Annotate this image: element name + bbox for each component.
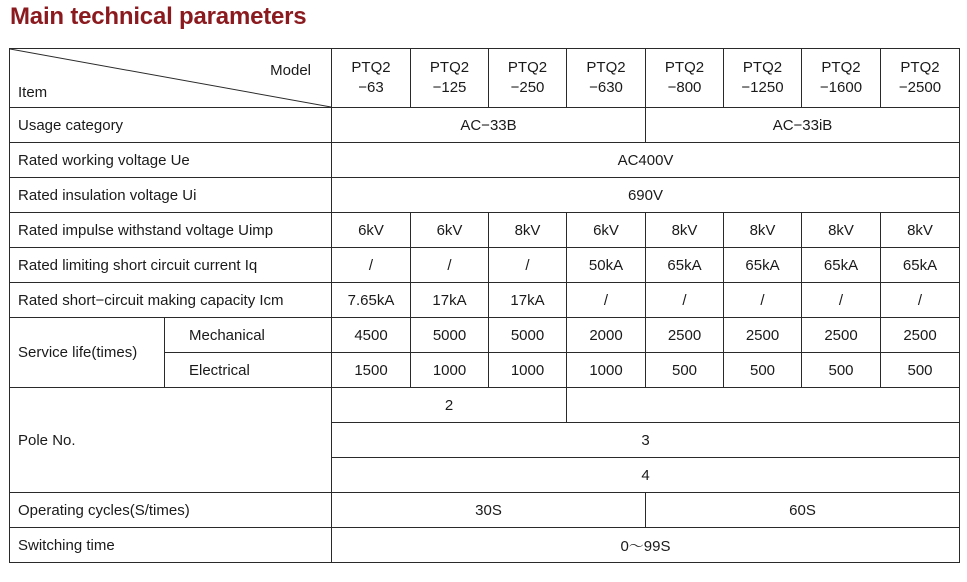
mechanical-label: Mechanical <box>165 318 332 353</box>
table-cell: / <box>489 248 567 283</box>
row-label: Rated insulation voltage Ui <box>10 178 332 213</box>
table-cell: 1000 <box>411 353 489 388</box>
switching-time-value: 0～99S <box>332 528 960 563</box>
table-cell: 500 <box>802 353 881 388</box>
table-cell: 2500 <box>724 318 802 353</box>
service-life-label: Service life(times) <box>10 318 165 388</box>
table-cell: 1000 <box>489 353 567 388</box>
table-cell: / <box>411 248 489 283</box>
table-cell: 500 <box>724 353 802 388</box>
table-cell: 1500 <box>332 353 411 388</box>
table-cell: 65kA <box>724 248 802 283</box>
table-cell: 65kA <box>646 248 724 283</box>
pole-option-empty <box>567 388 960 423</box>
model-header-800: PTQ2 −800 <box>646 49 724 108</box>
insulation-voltage-value: 690V <box>332 178 960 213</box>
operating-cycles-row <box>10 493 960 528</box>
table-cell: 2500 <box>881 318 960 353</box>
table-cell: 2500 <box>802 318 881 353</box>
working-voltage-value: AC400V <box>332 143 960 178</box>
table-cell: 5000 <box>489 318 567 353</box>
table-cell: 8kV <box>802 213 881 248</box>
table-cell: 17kA <box>411 283 489 318</box>
pole-no-row-1 <box>10 388 960 423</box>
technical-parameters-table <box>9 48 960 563</box>
table-cell: / <box>802 283 881 318</box>
table-cell: 2000 <box>567 318 646 353</box>
table-cell: 500 <box>881 353 960 388</box>
table-cell: / <box>646 283 724 318</box>
switching-time-row <box>10 528 960 563</box>
table-cell: 7.65kA <box>332 283 411 318</box>
model-header-630: PTQ2 −630 <box>567 49 646 108</box>
table-cell: 5000 <box>411 318 489 353</box>
usage-category-group2: AC−33iB <box>646 108 960 143</box>
model-header-250: PTQ2 −250 <box>489 49 567 108</box>
row-label: Rated working voltage Ue <box>10 143 332 178</box>
row-label: Rated short−circuit making capacity Icm <box>10 283 332 318</box>
row-label: Rated limiting short circuit current Iq <box>10 248 332 283</box>
table-cell: / <box>881 283 960 318</box>
table-cell: 8kV <box>724 213 802 248</box>
table-cell: 2500 <box>646 318 724 353</box>
insulation-voltage-row <box>10 178 960 213</box>
model-header-2500: PTQ2 −2500 <box>881 49 960 108</box>
operating-cycles-group1: 30S <box>332 493 646 528</box>
page-title: Main technical parameters <box>10 3 307 30</box>
pole-option-3: 3 <box>332 423 960 458</box>
header-row <box>10 49 960 108</box>
pole-no-label: Pole No. <box>10 388 332 493</box>
making-capacity-row <box>10 283 960 318</box>
table-cell: 50kA <box>567 248 646 283</box>
table-cell: / <box>567 283 646 318</box>
working-voltage-row <box>10 143 960 178</box>
limiting-current-row <box>10 248 960 283</box>
model-header-1600: PTQ2 −1600 <box>802 49 881 108</box>
table-cell: 65kA <box>802 248 881 283</box>
table-cell: 1000 <box>567 353 646 388</box>
impulse-voltage-row <box>10 213 960 248</box>
service-life-mechanical-row <box>10 318 960 353</box>
pole-option-2: 2 <box>332 388 567 423</box>
table-cell: 500 <box>646 353 724 388</box>
row-label: Usage category <box>10 108 332 143</box>
table-cell: 6kV <box>567 213 646 248</box>
model-header-1250: PTQ2 −1250 <box>724 49 802 108</box>
model-header-125: PTQ2 −125 <box>411 49 489 108</box>
model-label: Model <box>270 62 311 79</box>
usage-category-group1: AC−33B <box>332 108 646 143</box>
item-label: Item <box>18 84 48 101</box>
model-item-header-cell <box>10 49 332 108</box>
table-cell: 6kV <box>411 213 489 248</box>
table-cell: 8kV <box>489 213 567 248</box>
operating-cycles-group2: 60S <box>646 493 960 528</box>
usage-category-row <box>10 108 960 143</box>
table-cell: 4500 <box>332 318 411 353</box>
table-cell: / <box>332 248 411 283</box>
table-cell: 6kV <box>332 213 411 248</box>
table-cell: 17kA <box>489 283 567 318</box>
model-header-63: PTQ2 −63 <box>332 49 411 108</box>
table-cell: 8kV <box>881 213 960 248</box>
row-label: Rated impulse withstand voltage Uimp <box>10 213 332 248</box>
electrical-label: Electrical <box>165 353 332 388</box>
row-label: Switching time <box>10 528 332 563</box>
table-cell: / <box>724 283 802 318</box>
row-label: Operating cycles(S/times) <box>10 493 332 528</box>
table-cell: 8kV <box>646 213 724 248</box>
table-cell: 65kA <box>881 248 960 283</box>
pole-option-4: 4 <box>332 458 960 493</box>
